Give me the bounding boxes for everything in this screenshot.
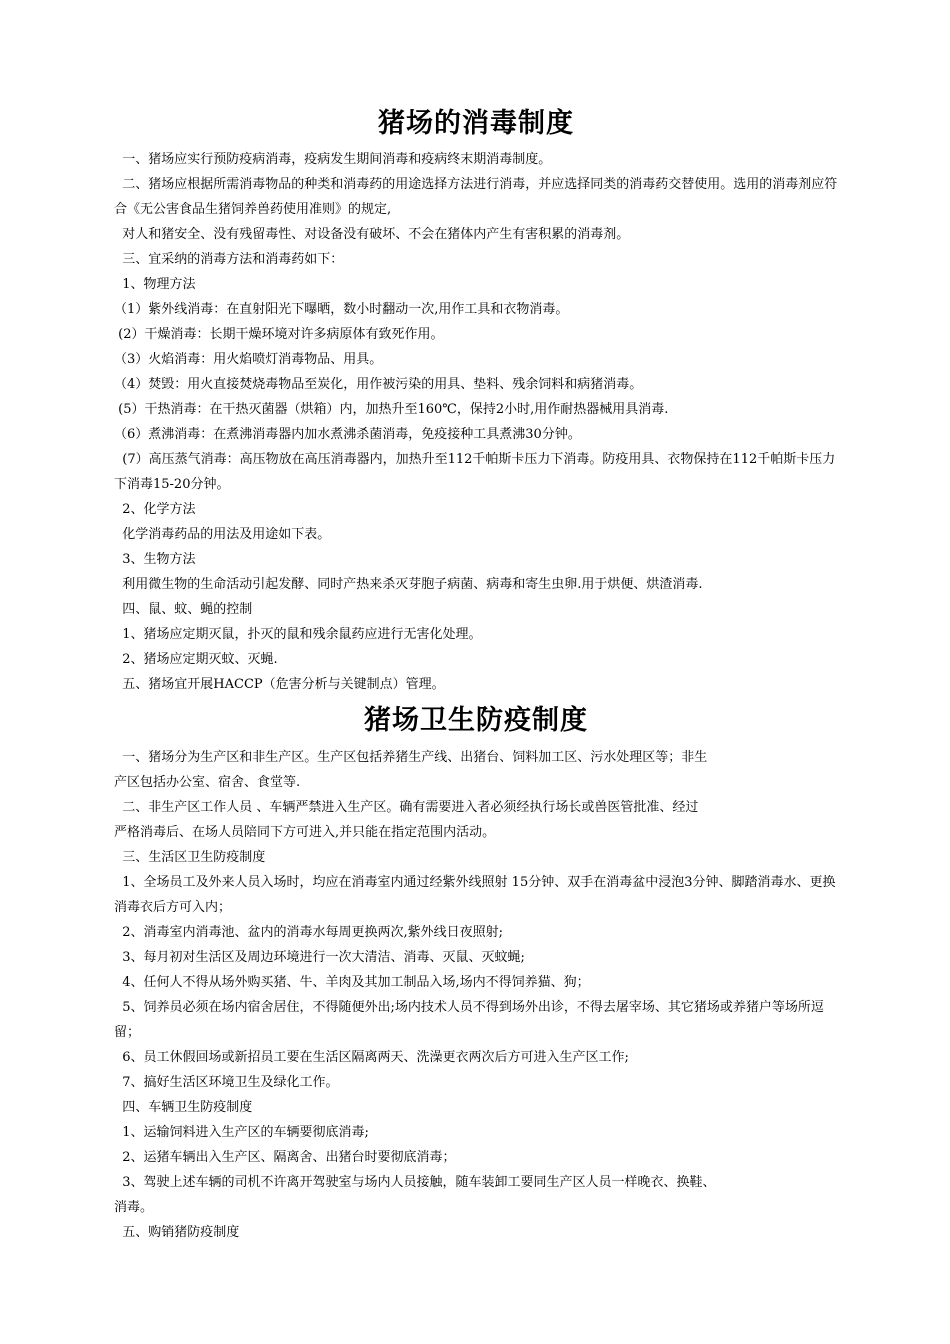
paragraph: 二、非生产区工作人员 、车辆严禁进入生产区。确有需要进入者必须经执行场长或兽医管批准、经过 [114, 800, 699, 815]
paragraph: 1、物理方法 [114, 277, 196, 292]
paragraph: 2、消毒室内消毒池、盆内的消毒水每周更换两次,紫外线日夜照射; [114, 925, 504, 940]
paragraph: 4、任何人不得从场外购买猪、牛、羊肉及其加工制品入场,场内不得饲养猫、狗； [114, 975, 590, 990]
section2-body [114, 745, 838, 1245]
section1-title: 猪场的消毒制度 [378, 108, 574, 139]
paragraph: 严格消毒后、在场人员陪同下方可进入,并只能在指定范围内活动。 [114, 825, 496, 840]
paragraph: 2、运猪车辆出入生产区、隔离舍、出猪台时要彻底消毒； [114, 1150, 456, 1165]
paragraph: 3、每月初对生活区及周边环境进行一次大清洁、消毒、灭鼠、灭蚊蝇; [114, 950, 525, 965]
paragraph: 五、猪场宜开展HACCP（危害分析与关键制点）管理。 [114, 677, 445, 692]
section2-title: 猪场卫生防疫制度 [364, 705, 588, 736]
paragraph: 1、全场员工及外来人员入场时，均应在消毒室内通过经紫外线照射 15分钟、双手在消毒盆中浸泡3分钟、脚踏消毒水、更换消毒衣后方可入内； [114, 875, 836, 915]
paragraph: (2）干燥消毒：长期干燥环境对许多病原体有致死作用。 [114, 327, 444, 342]
paragraph: 1、运输饲料进入生产区的车辆要彻底消毒; [114, 1125, 369, 1140]
paragraph: 四、车辆卫生防疫制度 [114, 1100, 253, 1115]
paragraph: 三、生活区卫生防疫制度 [114, 850, 266, 865]
paragraph: 产区包括办公室、宿舍、食堂等. [114, 775, 301, 790]
paragraph: 利用微生物的生命活动引起发酵、同时产热来杀灭芽胞子病菌、病毒和寄生虫卵.用于烘便、烘渣消毒. [114, 577, 703, 592]
paragraph: 3、生物方法 [114, 552, 196, 567]
paragraph: 3、驾驶上述车辆的司机不许离开驾驶室与场内人员接触，随车装卸工要同生产区人员一样晚衣、换鞋、 [114, 1175, 716, 1190]
paragraph: 1、猪场应定期灭鼠，扑灭的鼠和残余鼠药应进行无害化处理。 [114, 627, 482, 642]
paragraph: 二、猪场应根据所需消毒物品的种类和消毒药的用途选择方法进行消毒，并应选择同类的消毒药交替使用。选用的消毒剂应符合《无公害食品生猪饲养兽药使用准则》的规定, [114, 177, 838, 217]
paragraph: 四、鼠、蚊、蝇的控制 [114, 602, 253, 617]
paragraph: （6）煮沸消毒：在煮沸消毒器内加水煮沸杀菌消毒，免疫接种工具煮沸30分钟。 [114, 427, 581, 442]
paragraph: 5、饲养员必须在场内宿舍居住，不得随便外出;场内技术人员不得到场外出诊，不得去屠宰场、其它猪场或养猪户等场所逗留； [114, 1000, 824, 1040]
paragraph: 2、猪场应定期灭蚊、灭蝇. [114, 652, 278, 667]
paragraph: 五、购销猪防疫制度 [114, 1225, 240, 1240]
paragraph: （4）焚毁：用火直接焚烧毒物品至炭化，用作被污染的用具、垫料、残余饲料和病猪消毒。 [114, 377, 643, 392]
paragraph: (5）干热消毒：在干热灭菌器（烘箱）内，加热升至160℃，保持2小时,用作耐热器械用具消毒. [114, 402, 669, 417]
paragraph: 6、员工休假回场或新招员工要在生活区隔离两天、洗澡更衣两次后方可进入生产区工作; [114, 1050, 629, 1065]
paragraph: 对人和猪安全、没有残留毒性、对设备没有破坏、不会在猪体内产生有害积累的消毒剂。 [114, 227, 630, 242]
paragraph: 7、搞好生活区环境卫生及绿化工作。 [114, 1075, 339, 1090]
paragraph: (7）高压蒸气消毒：高压物放在高压消毒器内，加热升至112千帕斯卡压力下消毒。防疫用具、衣物保持在112千帕斯卡压力下消毒15-20分钟。 [114, 452, 836, 492]
paragraph: （1）紫外线消毒：在直射阳光下曝晒，数小时翻动一次,用作工具和衣物消毒。 [114, 302, 569, 317]
paragraph: 2、化学方法 [114, 502, 196, 517]
paragraph: 化学消毒药品的用法及用途如下表。 [114, 527, 331, 542]
paragraph: 消毒。 [114, 1200, 154, 1215]
section1-body [114, 147, 838, 697]
paragraph: 一、猪场分为生产区和非生产区。生产区包括养猪生产线、出猪台、饲料加工区、污水处理区等；非生 [114, 750, 708, 765]
paragraph: 三、宜采纳的消毒方法和消毒药如下： [114, 252, 344, 267]
paragraph: （3）火焰消毒：用火焰喷灯消毒物品、用具。 [114, 352, 383, 367]
paragraph: 一、猪场应实行预防疫病消毒，疫病发生期间消毒和疫病终末期消毒制度。 [114, 152, 552, 167]
